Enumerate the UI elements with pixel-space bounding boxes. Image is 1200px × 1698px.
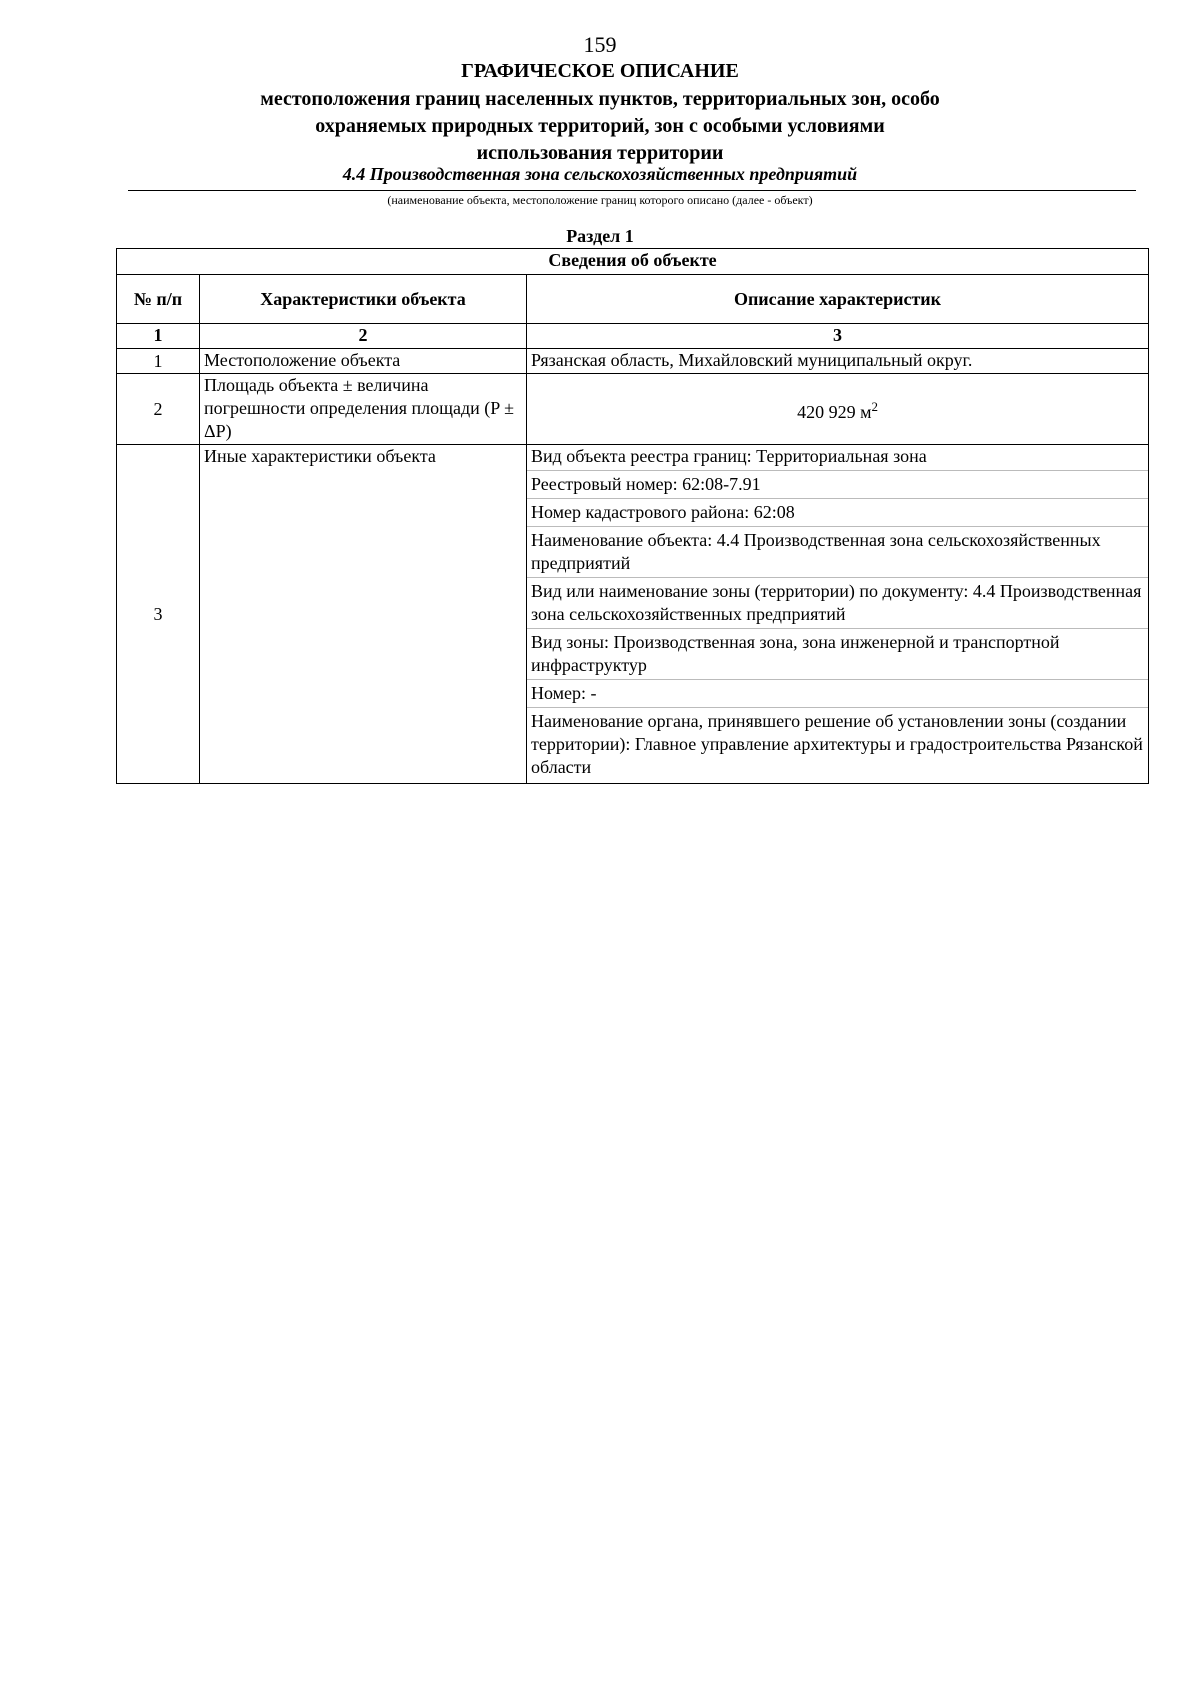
column-header-characteristic: Характеристики объекта [200,275,527,324]
description-line: Номер кадастрового района: 62:08 [527,501,1148,527]
object-name-underline [128,190,1136,191]
row-characteristic: Местоположение объекта [200,349,527,374]
row-description [527,374,1149,445]
column-header-description: Описание характеристик [527,275,1149,324]
table-header-row [117,275,1149,324]
row-number: 1 [117,349,200,374]
row-number: 2 [117,374,200,445]
object-name: 4.4 Производственная зона сельскохозяйственных предприятий [342,164,858,184]
table-row [117,445,1149,784]
row-characteristic: Иные характеристики объекта [200,445,527,784]
row-number: 3 [117,445,200,784]
object-caption: (наименование объекта, местоположение границ которого описано (далее - объект) [387,193,813,207]
row-description-list [527,445,1149,784]
area-value: 420 929 м [797,401,872,422]
document-title: ГРАФИЧЕСКОЕ ОПИСАНИЕ [461,60,739,82]
column-header-number: № п/п [117,275,200,324]
table-row [117,349,1149,374]
row-characteristic: Площадь объекта ± величина погрешности определения площади (P ± ΔP) [200,374,527,445]
description-line: Вид объекта реестра границ: Территориальная зона [527,445,1148,471]
description-line: Наименование органа, принявшего решение об установлении зоны (создании территории): Главное управление архитектуры и градостроительства Рязанской области [531,711,1143,777]
table-title: Сведения об объекте [117,249,1149,275]
table-title-row [117,249,1149,275]
description-line: Номер: - [527,682,1148,708]
column-number-3: 3 [527,324,1149,349]
column-numbers-row [117,324,1149,349]
page-number: 159 [583,32,617,57]
area-unit-superscript: 2 [871,398,878,414]
row-description: Рязанская область, Михайловский муниципальный округ. [527,349,1149,374]
column-number-1: 1 [117,324,200,349]
description-line: Вид зоны: Производственная зона, зона инженерной и транспортной инфраструктур [527,631,1148,680]
column-number-2: 2 [200,324,527,349]
description-line: Реестровый номер: 62:08-7.91 [527,473,1148,499]
table-row [117,374,1149,445]
section-title: Раздел 1 [566,226,634,246]
description-line: Вид или наименование зоны (территории) по документу: 4.4 Производственная зона сельскохозяйственных предприятий [527,580,1148,629]
object-info-table [116,248,1149,784]
document-subtitle: местоположения границ населенных пунктов, территориальных зон, особо охраняемых природных территорий, зон с особыми условиями использования территории [260,88,940,164]
description-line: Наименование объекта: 4.4 Производственная зона сельскохозяйственных предприятий [527,529,1148,578]
